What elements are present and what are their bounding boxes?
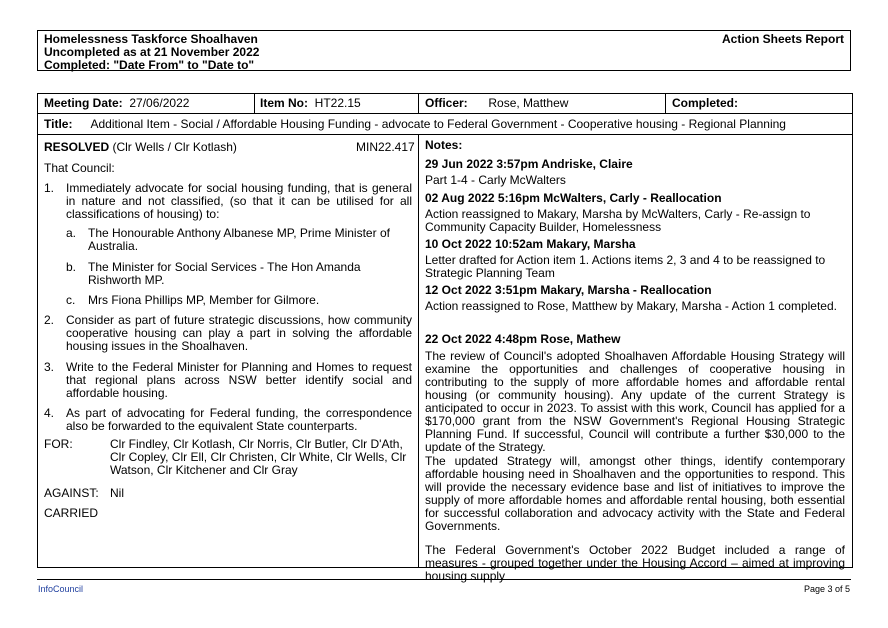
resolution-item-4: As part of advocating for Federal funding, the correspondence also be forwarded to the equivalent State counterparts.	[66, 406, 412, 433]
uncompleted-line: Uncompleted as at 21 November 2022	[44, 45, 260, 59]
against-label: AGAINST:	[44, 486, 99, 500]
item-number: 1.	[44, 181, 55, 195]
title-row	[38, 114, 852, 135]
action-table	[37, 93, 853, 583]
note-body: Part 1-4 - Carly McWalters	[425, 173, 566, 187]
footer-brand: InfoCouncil	[38, 584, 84, 594]
item-no-label: Item No:	[260, 96, 308, 110]
meeting-date-label: Meeting Date:	[44, 96, 123, 110]
note-heading: 12 Oct 2022 3:51pm Makary, Marsha - Reallocation	[425, 283, 712, 297]
note-body: Action reassigned to Rose, Matthew by Makary, Marsha - Action 1 completed.	[425, 299, 837, 313]
resolution-item-1b: The Minister for Social Services - The Hon Amanda Rishworth MP.	[88, 260, 361, 287]
note-body: Action reassigned to Makary, Marsha by McWalters, Carly - Re-assign to Community Capacity Builder, Homelessness	[425, 207, 811, 234]
resolution-item-1c: Mrs Fiona Phillips MP, Member for Gilmore.	[88, 293, 320, 307]
note-heading: 22 Oct 2022 4:48pm Rose, Mathew	[425, 332, 621, 346]
title-label: Title:	[44, 117, 73, 131]
header-left	[44, 33, 259, 72]
note-paragraph: The updated Strategy will, amongst other things, identify contemporary affordable housing need in Shoalhaven and the opportunities to respond. This will provide the necessary evidence base and list of initiatives to improve the supply of more affordable homes and affordable rental housing, both essential for successful collaboration and advocacy activity with the State and Federal Governments.	[425, 454, 845, 533]
resolution-item-3: Write to the Federal Minister for Planning and Homes to request that regional plans across NSW better identify social and affordable housing.	[66, 360, 412, 400]
resolved-label: RESOLVED	[44, 140, 110, 154]
report-header	[37, 30, 851, 71]
against-value: Nil	[110, 486, 124, 500]
completed-label: Completed:	[672, 96, 738, 110]
that-council: That Council:	[44, 161, 115, 175]
item-no-cell	[254, 94, 419, 113]
item-number: 4.	[44, 406, 55, 420]
officer-label: Officer:	[425, 96, 468, 110]
movers: (Clr Wells / Clr Kotlash)	[112, 140, 237, 154]
for-names: Clr Findley, Clr Kotlash, Clr Norris, Clr Butler, Clr D'Ath, Clr Copley, Clr Ell, Clr Christen, Clr White, Clr Wells, Clr Watson, Clr Kitchener and Clr Gray	[110, 437, 407, 477]
meta-row	[38, 94, 852, 114]
note-heading: 10 Oct 2022 10:52am Makary, Marsha	[425, 237, 636, 251]
title-value: Additional Item - Social / Affordable Housing Funding - advocate to Federal Government - Cooperative housing - Regional Planning	[90, 117, 786, 131]
for-label: FOR:	[44, 437, 73, 451]
item-number: b.	[66, 260, 77, 274]
resolution-item-1a: The Honourable Anthony Albanese MP, Prime Minister of Australia.	[88, 226, 390, 253]
meeting-date-value: 27/06/2022	[129, 96, 190, 110]
meeting-date-cell	[38, 94, 254, 113]
officer-cell	[419, 94, 665, 113]
item-number: c.	[66, 293, 76, 307]
notes-column	[419, 135, 852, 583]
page-number: Page 3 of 5	[803, 584, 850, 594]
report-type: Action Sheets Report	[721, 32, 844, 46]
note-paragraph: The review of Council's adopted Shoalhaven Affordable Housing Strategy will examine the opportunities and challenges of cooperative housing in contributing to the supply of more affordable homes and affordable rental housing (or community housing). Any update of the current Strategy is anticipated to occur in 2023. To assist with this work, Council has applied for a $170,000 grant from the NSW Government's Regional Housing Strategic Planning Fund. If successful, Council will contribute a further $30,000 to the update of the Strategy.	[425, 349, 845, 454]
completed-cell	[666, 94, 852, 113]
page-footer	[37, 579, 851, 594]
resolution-column	[38, 135, 418, 567]
item-number: a.	[66, 226, 77, 240]
item-number: 3.	[44, 360, 55, 374]
resolution-item-2: Consider as part of future strategic discussions, how community cooperative housing can play a part in solving the affordable housing issues in the Shoalhaven.	[66, 313, 412, 353]
carried-label: CARRIED	[44, 506, 99, 520]
note-heading: 29 Jun 2022 3:57pm Andriske, Claire	[425, 157, 633, 171]
org-name: Homelessness Taskforce Shoalhaven	[44, 32, 258, 46]
note-paragraph: The Federal Government's October 2022 Budget included a range of measures - grouped together under the Housing Accord – aimed at improving housing supply	[425, 543, 845, 583]
item-number: 2.	[44, 313, 55, 327]
officer-value: Rose, Matthew	[488, 96, 569, 110]
resolved-line	[44, 141, 237, 154]
item-no-value: HT22.15	[314, 96, 361, 110]
completed-line: Completed: "Date From" to "Date to"	[44, 58, 255, 72]
resolution-item-1: Immediately advocate for social housing funding, that is general in nature and not classified, (so that it can be utilised for all classifications of housing) to:	[66, 181, 412, 221]
note-heading: 02 Aug 2022 5:16pm McWalters, Carly - Reallocation	[425, 191, 722, 205]
note-body: Letter drafted for Action item 1. Actions items 2, 3 and 4 to be reassigned to Strategic Planning Team	[425, 253, 826, 280]
notes-label: Notes:	[425, 138, 463, 152]
min-number: MIN22.417	[356, 140, 415, 154]
